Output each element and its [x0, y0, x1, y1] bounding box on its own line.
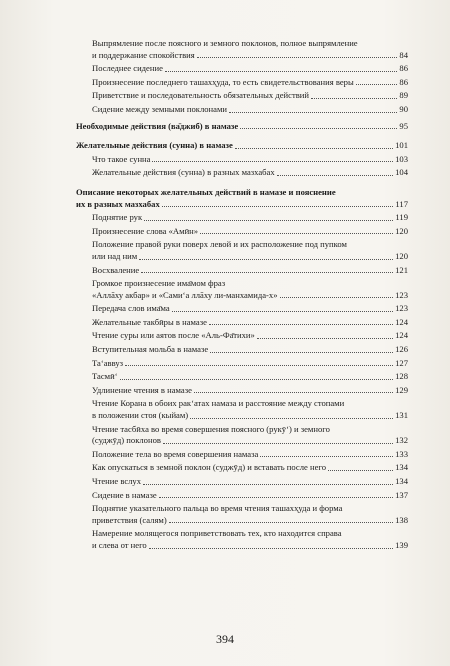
dot-leader: [210, 352, 393, 353]
toc-entry[interactable]: [76, 330, 408, 342]
toc-page-ref: 121: [395, 264, 408, 275]
toc-entry-text: Чтение Корана в обоих рак‘атах намаза и расстояние между стопами: [92, 398, 345, 409]
toc-page-ref: 86: [399, 76, 408, 87]
toc-page-ref: 103: [395, 153, 408, 164]
toc-entry-text: и поддержание спокойствия: [92, 49, 195, 60]
table-of-contents: [76, 38, 408, 552]
toc-entry-text: Описание некоторых желательных действий в намазе и пояснение: [76, 186, 336, 197]
dot-leader: [260, 456, 393, 457]
toc-entry-text: Поднятие указательного пальца во время чтения ташахҳуда и форма: [92, 503, 343, 514]
dot-leader: [328, 470, 393, 471]
dot-leader: [120, 379, 394, 380]
toc-entry[interactable]: [76, 226, 408, 238]
toc-entry[interactable]: [76, 278, 408, 301]
toc-entry-text: Желательные действия (сунна) в намазе: [76, 140, 233, 151]
toc-entry-text: и слева от него: [92, 539, 147, 550]
toc-entry[interactable]: [76, 167, 408, 179]
toc-entry[interactable]: [76, 38, 408, 61]
dot-leader: [257, 338, 393, 339]
dot-leader: [163, 443, 393, 444]
toc-page-ref: 123: [395, 303, 408, 314]
toc-entry-text: Удлинение чтения в намазе: [92, 384, 192, 395]
toc-entry-text: «Аллāху акбар» и «Сами‘а ллāху ли-манхамида-х»: [92, 289, 278, 300]
toc-entry-text: Вступительная мольба в намазе: [92, 344, 209, 355]
toc-entry-text: Сидение в намазе: [92, 489, 157, 500]
toc-entry-text: Поднятие рук: [92, 212, 143, 223]
dot-leader: [280, 297, 394, 298]
toc-entry-text: Положение тела во время совершения намаза: [92, 448, 259, 459]
toc-page-ref: 86: [399, 63, 408, 74]
toc-entry[interactable]: [76, 385, 408, 397]
toc-section[interactable]: [76, 187, 408, 210]
toc-entry-text: Желательные такбӣры в намазе: [92, 316, 207, 327]
dot-leader: [165, 71, 398, 72]
toc-page-ref: 101: [395, 140, 408, 151]
toc-entry[interactable]: [76, 265, 408, 277]
toc-entry[interactable]: [76, 77, 408, 89]
toc-entry[interactable]: [76, 424, 408, 447]
toc-entry-text: Выпрямление после поясного и земного поклонов, полное выпрямление: [92, 38, 358, 48]
toc-entry-text: Как опускаться в земной поклон (суджӯд) и вставать после него: [92, 462, 326, 473]
toc-entry[interactable]: [76, 462, 408, 474]
toc-page-ref: 120: [395, 250, 408, 261]
toc-entry[interactable]: [76, 63, 408, 75]
toc-entry-text: Необходимые действия (ва̄джиб) в намазе: [76, 120, 239, 131]
dot-leader: [197, 57, 398, 58]
toc-entry-text: Чтение суры или аятов после «Аль-Фа̄тихи»: [92, 330, 255, 341]
toc-page-ref: 128: [395, 371, 408, 382]
toc-page-ref: 124: [395, 330, 408, 341]
toc-entry-text: или над ним: [92, 250, 138, 261]
toc-entry-text: Произнесение слова «Амӣн»: [92, 225, 199, 236]
toc-entry-text: их в разных мазхабах: [76, 198, 160, 209]
toc-entry-text: в положении стоя (кыйам): [92, 410, 189, 421]
toc-entry-text: приветствия (салям): [92, 514, 167, 525]
toc-page-ref: 139: [395, 539, 408, 550]
dot-leader: [172, 311, 393, 312]
dot-leader: [240, 128, 397, 129]
toc-page-ref: 123: [395, 289, 408, 300]
toc-page-ref: 132: [395, 435, 408, 446]
toc-entry-text: Тасмӣ‘: [92, 371, 118, 382]
toc-page-ref: 117: [395, 198, 408, 209]
dot-leader: [190, 418, 393, 419]
toc-entry[interactable]: [76, 490, 408, 502]
toc-entry-text: (суджӯд) поклонов: [92, 435, 161, 446]
toc-entry-text: Намерение молящегося поприветствовать тех, кто находится справа: [92, 528, 342, 539]
toc-entry[interactable]: [76, 239, 408, 262]
toc-entry-text: Последнее сидение: [92, 63, 163, 74]
dot-leader: [356, 84, 398, 85]
dot-leader: [149, 548, 393, 549]
toc-page-ref: 127: [395, 357, 408, 368]
toc-entry[interactable]: [76, 528, 408, 551]
dot-leader: [125, 365, 393, 366]
toc-page-ref: 95: [399, 120, 408, 131]
dot-leader: [229, 112, 397, 113]
toc-page-ref: 138: [395, 514, 408, 525]
dot-leader: [152, 161, 393, 162]
toc-page-ref: 84: [399, 49, 408, 60]
toc-entry[interactable]: [76, 503, 408, 526]
dot-leader: [169, 522, 393, 523]
toc-entry-text: Восхваление: [92, 264, 140, 275]
dot-leader: [200, 233, 393, 234]
dot-leader: [194, 392, 393, 393]
toc-page-ref: 126: [395, 344, 408, 355]
toc-entry-text: Произнесение последнего ташахҳуда, то есть свидетельствования веры: [92, 76, 354, 87]
dot-leader: [235, 148, 393, 149]
toc-entry[interactable]: [76, 476, 408, 488]
toc-entry-text: Передача слов има̄ма: [92, 303, 170, 314]
dot-leader: [311, 98, 397, 99]
dot-leader: [141, 272, 393, 273]
toc-entry-text: Та‘аввуз: [92, 357, 124, 368]
toc-entry[interactable]: [76, 90, 408, 102]
dot-leader: [162, 206, 394, 207]
toc-entry-text: Сидение между земными поклонами: [92, 103, 227, 114]
toc-section[interactable]: [76, 140, 408, 152]
toc-entry[interactable]: [76, 212, 408, 224]
toc-entry[interactable]: [76, 104, 408, 116]
toc-entry[interactable]: [76, 303, 408, 315]
toc-page-ref: 124: [395, 316, 408, 327]
toc-page-ref: 89: [399, 90, 408, 101]
dot-leader: [277, 175, 393, 176]
dot-leader: [144, 220, 393, 221]
toc-page-ref: 90: [399, 103, 408, 114]
toc-entry-text: Чтение вслух: [92, 476, 142, 486]
toc-entry[interactable]: [76, 317, 408, 329]
toc-entry[interactable]: [76, 154, 408, 166]
toc-page-ref: 129: [395, 384, 408, 395]
toc-entry[interactable]: [76, 371, 408, 383]
page-number: 394: [216, 632, 234, 646]
toc-entry-text: Положение правой руки поверх левой и их расположение под пупком: [92, 239, 347, 250]
dot-leader: [143, 484, 393, 485]
toc-entry[interactable]: [76, 398, 408, 421]
toc-page-ref: 134: [395, 462, 408, 473]
toc-entry-text: Что такое сунна: [92, 153, 151, 164]
toc-page-ref: 131: [395, 410, 408, 421]
toc-entry-text: Громкое произнесение има̄мом фраз: [92, 278, 226, 289]
toc-entry[interactable]: [76, 449, 408, 461]
toc-section[interactable]: [76, 121, 408, 133]
toc-entry-text: Приветствие и последовательность обязательных действий: [92, 90, 309, 101]
toc-page-ref: 120: [395, 225, 408, 236]
toc-entry[interactable]: [76, 344, 408, 356]
toc-entry[interactable]: [76, 358, 408, 370]
toc-page-ref: 119: [395, 212, 408, 223]
toc-page-ref: 104: [395, 167, 408, 178]
toc-page-ref: 137: [395, 489, 408, 500]
dot-leader: [139, 259, 393, 260]
toc-page-ref: 133: [395, 448, 408, 459]
dot-leader: [159, 497, 393, 498]
dot-leader: [209, 324, 393, 325]
toc-entry-text: Чтение тасбӣха во время совершения поясного (рукӯ‘) и земного: [92, 423, 330, 434]
toc-entry-text: Желательные действия (сунна) в разных мазхабах: [92, 167, 275, 178]
toc-page-ref: 134: [395, 476, 408, 486]
